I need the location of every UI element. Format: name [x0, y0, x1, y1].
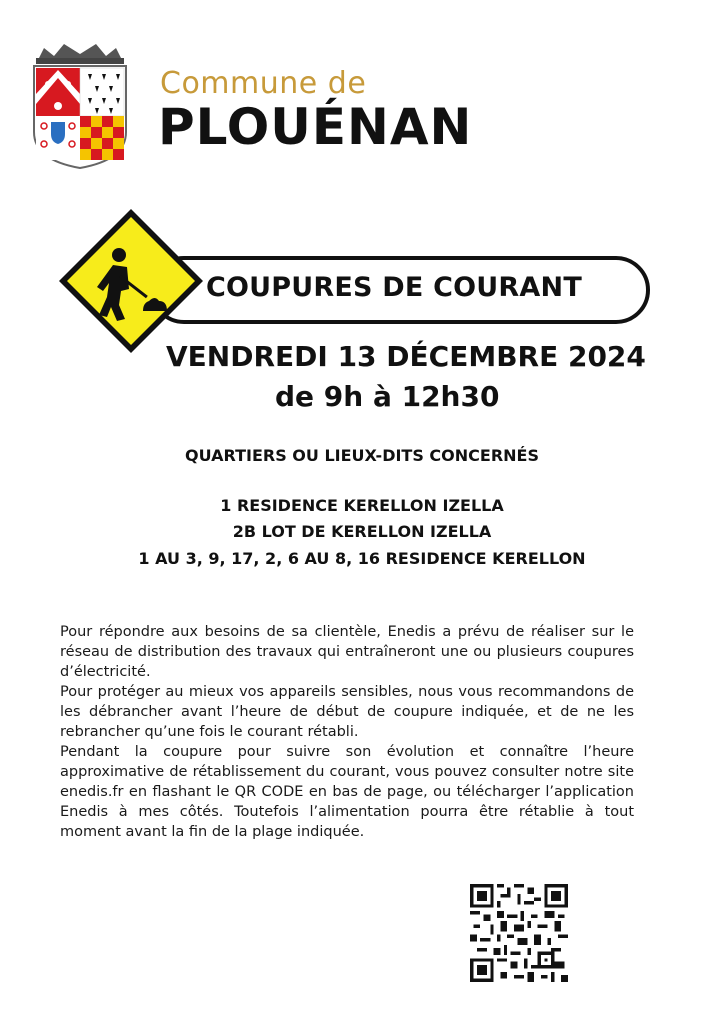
area-item: 2B LOT DE KERELLON IZELLA [232, 522, 492, 541]
banner-title: COUPURES DE COURANT [206, 272, 582, 303]
roadworks-sign-icon [55, 205, 207, 357]
outage-date: VENDREDI 13 DÉCEMBRE 2024 [166, 340, 646, 373]
outage-time: de 9h à 12h30 [275, 380, 500, 413]
information-text [60, 622, 634, 842]
paragraph: Pour répondre aux besoins de sa clientèle, Enedis a prévu de réaliser sur le réseau de distribution des travaux qui entraîneront une ou plusieurs coupures d’électricité. [60, 624, 634, 680]
areas-heading: QUARTIERS OU LIEUX-DITS CONCERNÉS [184, 446, 539, 465]
logo-commune-text: Commune de [160, 66, 367, 101]
qr-code-icon[interactable] [470, 884, 568, 982]
paragraph: Pendant la coupure pour suivre son évolution et connaître l’heure approximative de rétablissement du courant, vous pouvez consulter notre site enedis.fr en flashant le QR CODE en bas de page, ou télécharger l’application Enedis à mes côtés. Toutefois l’alimentation pourra être rétablie à tout moment avant la fin de la plage indiquée. [60, 744, 634, 840]
area-item: 1 AU 3, 9, 17, 2, 6 AU 8, 16 RESIDENCE KERELLON [138, 549, 586, 568]
commune-crest-icon [30, 42, 130, 170]
logo-town-name: PLOUÉNAN [158, 98, 473, 156]
paragraph: Pour protéger au mieux vos appareils sensibles, nous vous recommandons de les débrancher avant l’heure de début de coupure indiquée, et de ne les rebrancher qu’une fois le courant rétabli. [60, 684, 634, 740]
area-item: 1 RESIDENCE KERELLON IZELLA [220, 496, 504, 515]
